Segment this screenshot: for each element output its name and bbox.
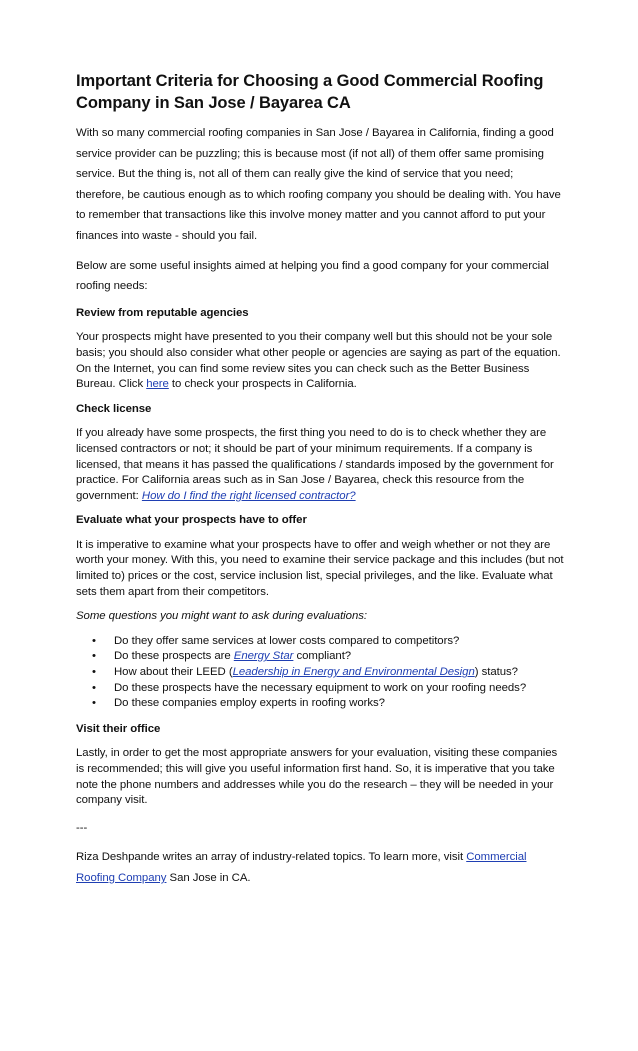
section-heading-evaluate: Evaluate what your prospects have to offer (76, 514, 307, 527)
review-text-end: to check your prospects in California. (168, 378, 357, 391)
document-page (76, 70, 564, 889)
review-text: Your prospects might have presented to you their company well but this should not be your sole basis; you should also consider what other people or agencies are saying as part of the equation. On the Internet, you can find some review sites you can check such as the Better Business Bureau. Click (76, 331, 561, 391)
review-paragraph (76, 330, 564, 392)
separator: --- (76, 821, 88, 834)
list-item (92, 681, 564, 697)
list-item (92, 696, 564, 712)
commercial-roofing-link[interactable]: Commercial Roofing Company (76, 851, 527, 884)
question-text: Do these companies employ experts in roofing works? (114, 697, 385, 710)
questions-intro: Some questions you might want to ask during evaluations: (76, 610, 367, 623)
energy-star-link[interactable]: Energy Star (233, 650, 294, 663)
author-paragraph (76, 847, 564, 888)
section-heading-visit: Visit their office (76, 722, 161, 735)
question-text: Do these prospects have the necessary equipment to work on your roofing needs? (114, 681, 527, 694)
author-text-end: San Jose in CA. (166, 871, 251, 884)
question-text: Do these prospects are (114, 650, 234, 663)
section-heading-review: Review from reputable agencies (76, 306, 249, 319)
list-item (92, 649, 564, 665)
questions-list (76, 634, 564, 712)
section-heading-license: Check license (76, 402, 152, 415)
here-link[interactable]: here (146, 378, 169, 391)
list-item (92, 665, 564, 681)
bullet-icon: • (92, 681, 96, 694)
visit-paragraph: Lastly, in order to get the most appropriate answers for your evaluation, visiting these companies is recommended; this will give you useful information first hand. So, it is imperative that you take note the phone numbers and addresses while you do the research – they will be needed in your company visit. (76, 747, 558, 807)
question-text: How about their LEED ( (114, 666, 233, 679)
bullet-icon: • (92, 666, 96, 679)
article-title: Important Criteria for Choosing a Good Commercial Roofing Company in San Jose / Bayarea CA (76, 72, 544, 112)
question-text-end: ) status? (474, 666, 518, 679)
question-text-end: compliant? (293, 650, 352, 663)
bullet-icon: • (92, 634, 96, 647)
license-text: If you already have some prospects, the first thing you need to do is to check whether they are licensed contractors or not; it should be part of your minimum requirements. If a company is licensed, that means it has passed the qualifications / standards imposed by the government for practice. For California areas such as in San Jose / Bayarea, check this resource from the government: (76, 427, 554, 502)
question-text: Do they offer same services at lower costs compared to competitors? (114, 634, 460, 647)
bullet-icon: • (92, 650, 96, 663)
insights-paragraph: Below are some useful insights aimed at helping you find a good company for your commercial roofing needs: (76, 259, 549, 293)
list-item (92, 634, 564, 650)
licensed-contractor-link[interactable]: How do I find the right licensed contractor? (141, 489, 356, 502)
intro-paragraph: With so many commercial roofing companies in San Jose / Bayarea in California, finding a good service provider can be puzzling; this is because most (if not all) of them offer same promising service. But the thing is, not all of them can really give the kind of service that you need; therefore, be cautious enough as to which roofing company you should be dealing with. You have to remember that transactions like this involve money matter and you cannot afford to put your finances into waste - should you fail. (76, 127, 561, 242)
evaluate-paragraph: It is imperative to examine what your prospects have to offer and weigh whether or not they are worth your money. With this, you need to examine their service package and this includes (but not limited to) prices or the cost, service inclusion list, special privileges, and the like. Evaluate what sets them apart from their competitors. (76, 538, 564, 598)
bullet-icon: • (92, 697, 96, 710)
license-paragraph (76, 426, 564, 504)
author-text: Riza Deshpande writes an array of industry-related topics. To learn more, visit (76, 851, 467, 864)
leed-link[interactable]: Leadership in Energy and Environmental Design (232, 666, 475, 679)
